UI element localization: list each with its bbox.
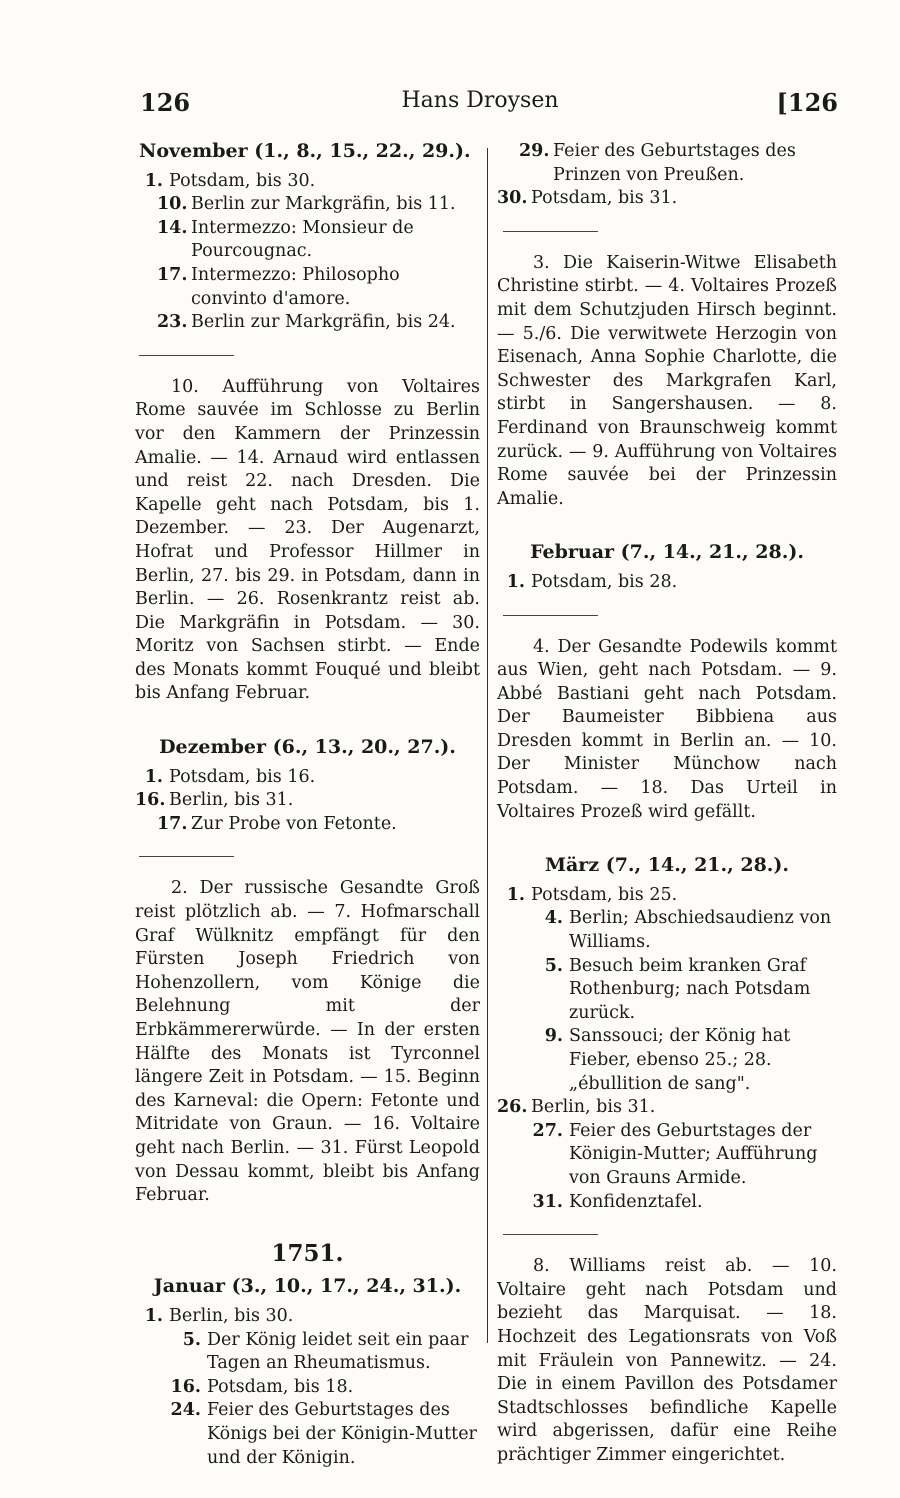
list-item: 1. Potsdam, bis 16. [144, 766, 316, 787]
list-item: 16. Berlin, bis 31. [135, 790, 294, 811]
list-item: 5. Besuch beim kranken Graf Rothenburg; nach Potsdam zurück. [544, 955, 811, 1023]
section-divider [503, 231, 598, 232]
right-column [497, 140, 837, 1498]
entry-list-januar-continued [497, 140, 837, 211]
entry-list-februar [497, 571, 837, 595]
year-heading: 1751. [271, 1239, 344, 1267]
month-heading-maerz: März (7., 14., 21., 28.). [544, 854, 790, 877]
section-divider [503, 1234, 598, 1235]
list-item: 1. Potsdam, bis 30. [144, 170, 316, 191]
month-heading-januar: Januar (3., 10., 17., 24., 31.). [153, 1275, 462, 1298]
list-item: 27. Feier des Geburtstages der Königin-Mutter; Aufführung von Grauns Armide. [532, 1120, 818, 1188]
month-heading-november: November (1., 8., 15., 22., 29.). [139, 140, 471, 162]
list-item: 14. Intermezzo: Monsieur de Pourcougnac. [157, 217, 414, 262]
list-item: 26. Berlin, bis 31. [497, 1097, 656, 1118]
narrative-februar: 4. Der Gesandte Podewils kommt aus Wien, geht nach Potsdam. — 9. Abbé Bastiani geht nach Potsdam. Der Baumeister Bibbiena aus Dresden kommt in Berlin an. — 10. Der Minister Münchow nach Potsdam. — 18. Das Urteil in Voltaires Prozeß wird gefällt. [497, 636, 837, 822]
entry-list-januar [135, 1305, 480, 1470]
column-divider [487, 148, 488, 1343]
list-item: 1. Berlin, bis 30. [144, 1305, 294, 1326]
entry-list-dezember [135, 766, 480, 837]
list-item: 24. Feier des Geburtstages des Königs bei der Königin-Mutter und der Königin. [170, 1400, 477, 1468]
list-item: 31. Konfidenztafel. [532, 1191, 703, 1212]
list-item: 17. Zur Probe von Fetonte. [157, 813, 397, 834]
list-item: 30. Potsdam, bis 31. [497, 188, 678, 209]
entry-list-november [135, 170, 480, 335]
page-header [120, 88, 840, 122]
list-item: 9. Sanssouci; der König hat Fieber, ebenso 25.; 28. „ébullition de sang". [544, 1026, 791, 1094]
list-item: 29. Feier des Geburtstages des Prinzen von Preußen. [519, 141, 796, 185]
page-number-right: [126 [776, 88, 838, 117]
list-item: 1. Potsdam, bis 25. [506, 884, 678, 905]
left-column [135, 140, 480, 1474]
list-item: 23. Berlin zur Markgräfin, bis 24. [157, 312, 456, 333]
page-number-left: 126 [140, 88, 191, 117]
entry-list-maerz [497, 884, 837, 1214]
list-item: 16. Potsdam, bis 18. [170, 1376, 354, 1397]
section-divider [139, 355, 234, 356]
narrative-maerz: 8. Williams reist ab. — 10. Voltaire geht nach Potsdam und bezieht das Marquisat. — 18. Hochzeit des Legationsrats von Voß mit Fräulein von Pannewitz. — 24. Die in einem Pavillon des Potsdamer Stadtschlosses befindliche Kapelle wird abgerissen, dafür eine Reihe prächtiger Zimmer eingerichtet. [497, 1256, 837, 1465]
section-divider [139, 856, 234, 857]
narrative-januar: 3. Die Kaiserin-Witwe Elisabeth Christine stirbt. — 4. Voltaires Prozeß mit dem Schutzjuden Hirsch beginnt. — 5./6. Die verwitwete Herzogin von Eisenach, Anna Sophie Charlotte, die Schwester des Markgrafen Karl, stirbt in Sangershausen. — 8. Ferdinand von Braunschweig kommt zurück. — 9. Aufführung von Voltaires Rome sauvée bei der Prinzessin Amalie. [497, 252, 837, 509]
month-heading-dezember: Dezember (6., 13., 20., 27.). [159, 736, 456, 759]
narrative-november: 10. Aufführung von Voltaires Rome sauvée im Schlosse zu Berlin vor den Kammern der Prinzessin Amalie. — 14. Arnaud wird entlassen und reist 22. nach Dresden. Die Kapelle geht nach Potsdam, bis 1. Dezember. — 23. Der Augenarzt, Hofrat und Professor Hillmer in Berlin, 27. bis 29. in Potsdam, dann in Berlin. — 26. Rosenkrantz reist ab. Die Markgräfin in Potsdam. — 30. Moritz von Sachsen stirbt. — Ende des Monats kommt Fouqué und bleibt bis Anfang Februar. [135, 376, 480, 704]
narrative-dezember: 2. Der russische Gesandte Groß reist plötzlich ab. — 7. Hofmarschall Graf Wülknitz empfängt für den Fürsten Joseph Friedrich von Hohenzollern, vom Könige die Belehnung mit der Erbkämmererwürde. — In der ersten Hälfte des Monats ist Tyrconnel längere Zeit in Potsdam. — 15. Beginn des Karneval: die Opern: Fetonte und Mitridate von Graun. — 16. Voltaire geht nach Berlin. — 31. Fürst Leopold von Dessau kommt, bleibt bis Anfang Februar. [135, 878, 480, 1206]
list-item: 10. Berlin zur Markgräfin, bis 11. [157, 194, 456, 215]
list-item: 4. Berlin; Abschiedsaudienz von Williams. [544, 908, 832, 953]
section-divider [503, 615, 598, 616]
running-title: Hans Droysen [401, 88, 559, 113]
list-item: 17. Intermezzo: Philosopho convinto d'amore. [157, 264, 400, 309]
list-item: 1. Potsdam, bis 28. [506, 571, 678, 592]
month-heading-februar: Februar (7., 14., 21., 28.). [530, 541, 804, 564]
list-item: 5. Der König leidet seit ein paar Tagen an Rheumatismus. [182, 1329, 469, 1374]
